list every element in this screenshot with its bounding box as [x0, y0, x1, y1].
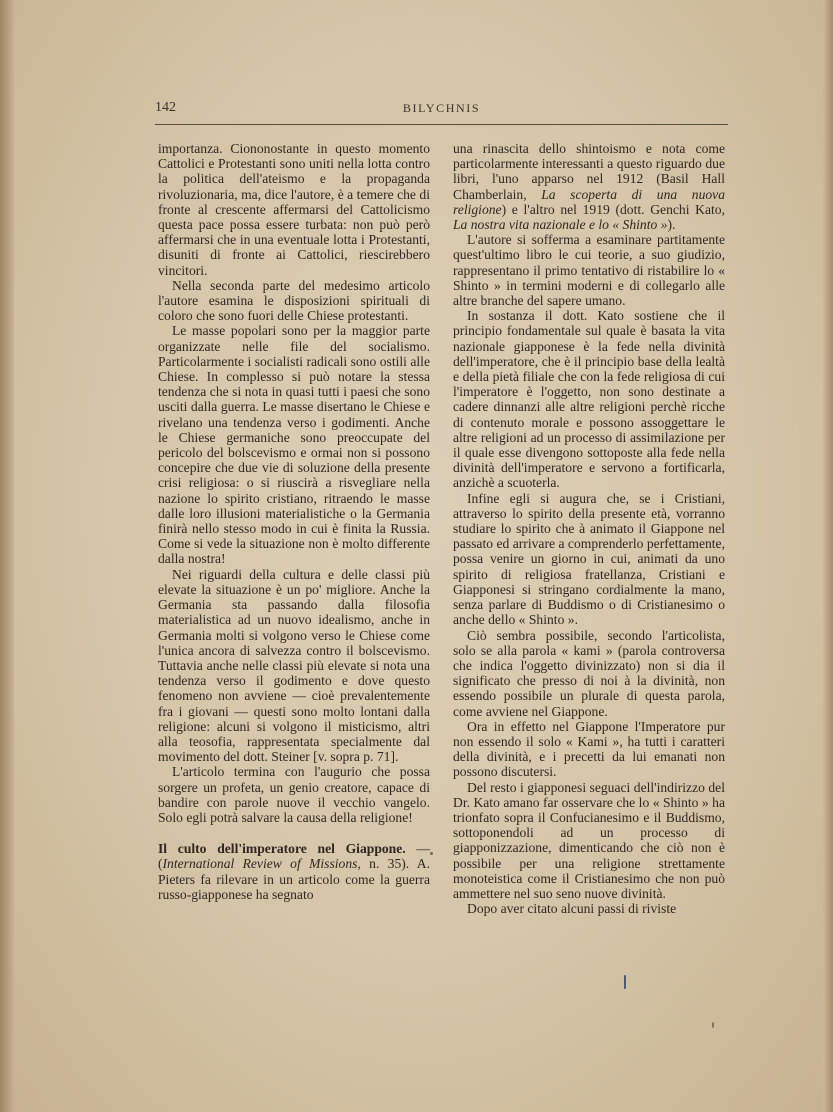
header-rule [155, 124, 728, 125]
page-left-edge [0, 0, 14, 1112]
section-paragraph [158, 841, 430, 902]
paragraph: Dopo aver citato alcuni passi di riviste [467, 901, 677, 917]
paragraph-text: ). [667, 217, 676, 233]
paragraph: In sostanza il dott. Kato sostiene che il principio fondamentale sul quale è basata la vita nazionale giapponese è la fede nella divinità dell'imperatore, che è il principio base della lealtà e della pietà filiale che con la fede religiosa di cui l'imperatore è l'oggetto, non sono destinate a cadere dinnanzi alle altre religioni perchè ricche di contenuto morale e possono assoggettare le altre religioni ad un processo di assimilazione per il quale esse divengono sottoposte alla fede nella divinità dell'imperatore e servono a fortificarla, anzichè a scuoterla. [453, 308, 725, 491]
paragraph: Le masse popolari sono per la maggior parte organizzate nelle file del socialismo. Particolarmente i socialisti radicali sono ostili alle Chiese. In complesso si può notare la stessa tendenza che si nota in quasi tutti i paesi che sono usciti dalla guerra. Le masse disertano le Chiese e rivelano una tendenza verso i godimenti. Anche le Chiese germaniche sono preoccupate del pericolo del bolscevismo e ormai non si possono concepire che due vie di soluzione della presente crisi religiosa: o si riuscirà a risvegliare nella nazione lo spirito cristiano, ritraendo le masse dalle loro illusioni materialistiche o la Germania finirà nello stesso modo in cui è finita la Russia. Come si vede la situazione non è molto differente dalla nostra! [158, 323, 430, 567]
left-column [158, 141, 430, 902]
section-dash: — ( [158, 841, 430, 872]
paragraph: Nei riguardi della cultura e delle classi più elevate la situazione è un po' migliore. Anche la Germania sta passando dalla filosofia materialistica ad un nuovo idealismo, anche in Germania molti si volgono verso le Chiese come l'unica ancora di salvezza contro il bolscevismo. Tuttavia anche nelle classi più elevate si nota una tendenza verso il godimento e dove questo fenomeno non avviene — cioè prevalentemente fra i giovani — questi sono molto lontani dalla religione: alcuni si volgono il misticismo, altri alla teosofia, rappresentata specialmente dal movimento del dott. Steiner [v. sopra p. 71]. [158, 566, 430, 765]
section-text: , n. 35). A. Pieters fa rilevare in un articolo come la guerra russo-giapponese ha segnato [158, 856, 430, 902]
paragraph-text: una rinascita dello shintoismo e nota come particolarmente interessanti a questo riguardo due libri, l'uno apparso nel 1912 (Basil Hall Chamberlain, [453, 141, 725, 202]
section-title: Il culto dell'imperatore nel Giappone. [158, 841, 406, 857]
running-head: BILYCHNIS [402, 101, 481, 115]
paragraph: Del resto i giapponesi seguaci dell'indirizzo del Dr. Kato amano far osservare che lo « Shinto » ha trionfato sopra il Confucianesimo e il Buddismo, sottoponendoli ad un processo di giapponizzazione, dimenticando che ciò non è possibile per una religione strettamente monoteistica come il Cristianesimo che non può ammettere nel suo seno nuove divinità. [453, 779, 725, 901]
book-title: La nostra vita nazionale e lo « Shinto » [453, 217, 668, 233]
paragraph: Nella seconda parte del medesimo articolo l'autore esamina le disposizioni spirituali di coloro che sono fuori delle Chiese protestanti. [158, 277, 430, 324]
paragraph: L'articolo termina con l'augurio che possa sorgere un profeta, un genio creatore, capace di bandire con parole nuove il vecchio vangelo. Solo egli potrà salvare la causa della religione! [158, 764, 430, 825]
paragraph [453, 141, 725, 232]
paragraph: Ciò sembra possibile, secondo l'articolista, solo se alla parola « kami » (parola controversa che indica l'oggetto divinizzato) non si dia il significato che presso di noi à la divinità, non essendo possibile un plurale di questa parola, come avviene nel Giappone. [453, 627, 725, 719]
paragraph: Ora in effetto nel Giappone l'Imperatore pur non essendo il solo « Kami », ha tutti i caratteri della divinità, e i precetti da lui emanati non possono discutersi. [453, 718, 725, 780]
paragraph-text: ) e l'altro nel 1919 (dott. Genchi Kato, [501, 201, 725, 217]
page-right-edge [823, 0, 833, 1112]
paragraph: importanza. Ciononostante in questo momento Cattolici e Protestanti sono uniti nella lotta contro la politica dell'ateismo e la propaganda rivoluzionaria, ma, dice l'autore, è a temere che di fronte al crescente affermarsi del Cattolicismo questa pace possa essere turbata: non può però affermarsi che in una eventuale lotta i Protestanti, disuniti di fronte ai Cattolici, riescirebbero vincitori. [158, 141, 430, 278]
paragraph: Infine egli si augura che, se i Cristiani, attraverso lo spirito della presente età, vorranno studiare lo spirito che à animato il Giappone nel passato ed arrivare a comprenderlo perfettamente, possa venire un giorno in cui, animati da uno spirito di religiosa fratellanza, Cristiani e Giapponesi si stringano cordialmente la mano, senza parlare di Buddismo o di Cristianesimo o anche dello « Shinto ». [453, 490, 725, 628]
right-column [453, 141, 725, 916]
page-number: 142 [155, 100, 176, 115]
page-header [155, 100, 728, 120]
book-title: La scoperta di una nuova religione [453, 186, 725, 217]
paragraph: L'autore si sofferma a esaminare partitamente quest'ultimo libro le cui teorie, a suo giudizio, rappresentano il primo tentativo di ristabilire lo « Shinto » in termini moderni e di collegarlo alle altre branche del sapere umano. [453, 232, 725, 309]
source-journal: International Review of Missions [162, 856, 358, 872]
